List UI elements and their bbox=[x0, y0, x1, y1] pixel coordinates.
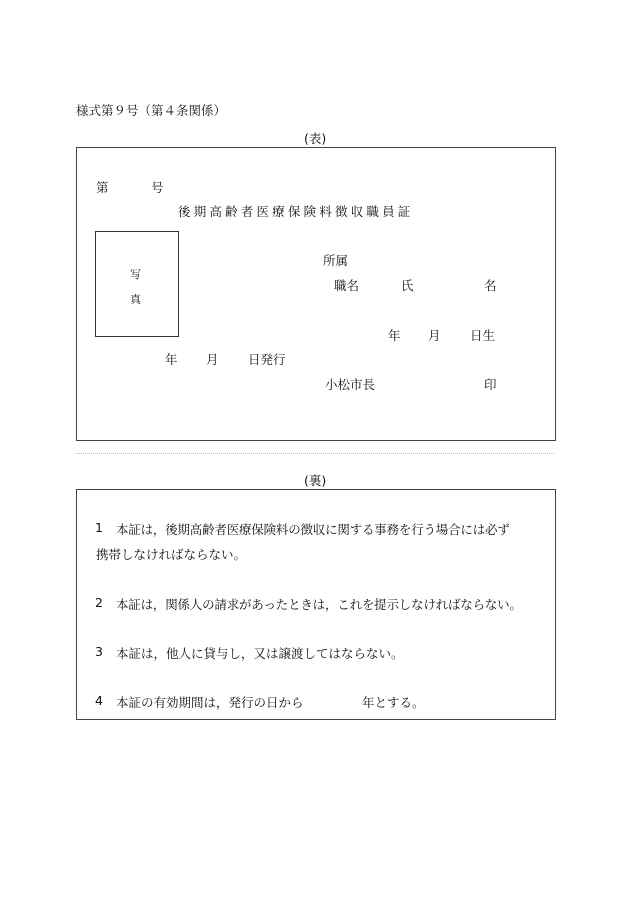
divider bbox=[76, 453, 554, 454]
photo-box bbox=[95, 231, 179, 337]
name-label-second: 名 bbox=[484, 278, 497, 293]
seal-label: 印 bbox=[484, 377, 497, 392]
birth-day: 日生 bbox=[470, 328, 496, 343]
item-4-number: 4 bbox=[95, 693, 103, 708]
photo-label-bottom: 真 bbox=[130, 293, 141, 306]
birth-month: 月 bbox=[428, 328, 441, 343]
front-heading: (表) bbox=[304, 131, 327, 146]
item-4-year-unit: 年とする。 bbox=[362, 695, 425, 710]
form-id: 様式第９号（第４条関係） bbox=[76, 103, 227, 118]
issuer-label: 小松市長 bbox=[325, 377, 376, 392]
back-heading: (裏) bbox=[304, 473, 327, 488]
affiliation-label: 所属 bbox=[323, 253, 349, 268]
item-2-number: 2 bbox=[95, 595, 103, 610]
issue-year: 年 bbox=[165, 352, 178, 367]
issue-month: 月 bbox=[206, 352, 219, 367]
certificate-number-suffix: 号 bbox=[151, 180, 164, 195]
item-1-number: 1 bbox=[95, 520, 103, 535]
item-1-text-continued: 携帯しなければならない。 bbox=[96, 547, 247, 562]
item-2-text: 本証は，関係人の請求があったときは，これを提示しなければならない。 bbox=[116, 597, 522, 612]
name-label-first: 氏 bbox=[401, 278, 414, 293]
issue-day: 日発行 bbox=[248, 352, 286, 367]
item-1-text: 本証は，後期高齢者医療保険料の徴収に関する事務を行う場合には必ず bbox=[116, 522, 510, 537]
certificate-number-prefix: 第 bbox=[96, 180, 109, 195]
item-4-text: 本証の有効期間は，発行の日から bbox=[116, 695, 304, 710]
item-3-number: 3 bbox=[95, 644, 103, 659]
birth-year: 年 bbox=[388, 328, 401, 343]
photo-label-top: 写 bbox=[130, 268, 141, 281]
item-3-text: 本証は，他人に貸与し，又は譲渡してはならない。 bbox=[116, 646, 404, 661]
card-title: 後期高齢者医療保険料徴収職員証 bbox=[178, 204, 414, 219]
position-label: 職名 bbox=[334, 278, 360, 293]
